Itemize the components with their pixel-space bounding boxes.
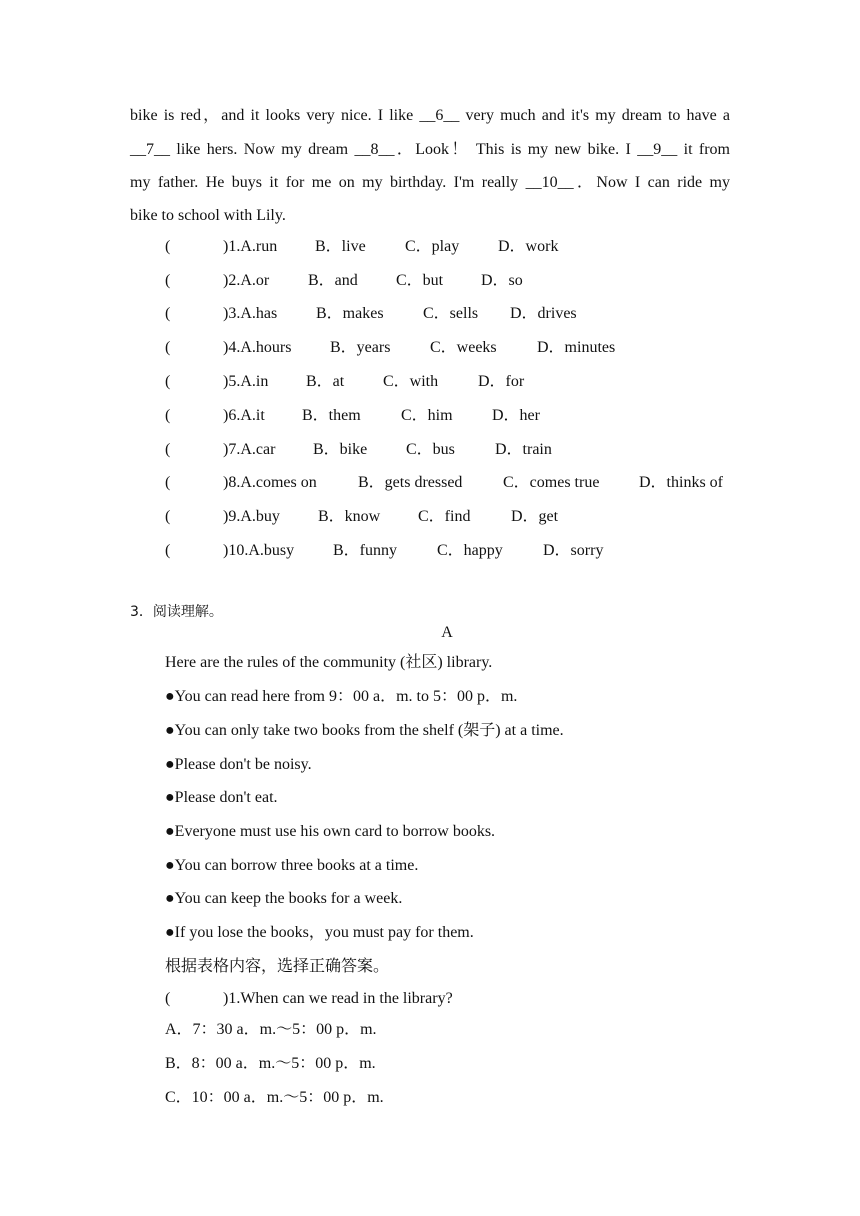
option-b: B．gets dressed bbox=[358, 474, 463, 491]
option-b: B．makes bbox=[316, 305, 384, 322]
passage-letter: A bbox=[441, 624, 453, 641]
cloze-question bbox=[165, 304, 577, 324]
option-b: B．and bbox=[308, 272, 358, 289]
cloze-question bbox=[165, 507, 558, 527]
option-a: )2.A.or bbox=[223, 272, 270, 289]
option-b: B．funny bbox=[333, 542, 398, 559]
rule-item: ●Please don't be noisy. bbox=[165, 756, 312, 773]
option-a: )10.A.busy bbox=[223, 542, 295, 559]
answer-option: B．8：00 a．m.～5：00 p．m. bbox=[165, 1055, 376, 1072]
rule-item: ●Please don't eat. bbox=[165, 789, 278, 806]
answer-bracket: ( bbox=[165, 474, 171, 491]
option-c: C．find bbox=[418, 508, 471, 525]
answer-bracket: ( bbox=[165, 305, 171, 322]
answer-bracket: ( bbox=[165, 339, 171, 356]
rule-item: ●Everyone must use his own card to borrow books. bbox=[165, 823, 496, 840]
option-a: )6.A.it bbox=[223, 407, 265, 424]
cloze-question bbox=[165, 338, 615, 358]
answer-bracket: ( bbox=[165, 407, 171, 424]
question-text: )1.When can we read in the library? bbox=[223, 990, 453, 1007]
option-d: D．thinks of bbox=[639, 474, 724, 491]
rule-item: ●You can read here from 9：00 a．m. to 5：00 p．m. bbox=[165, 688, 518, 705]
option-d: D．get bbox=[511, 508, 559, 525]
option-a: )5.A.in bbox=[223, 373, 269, 390]
option-c: C．bus bbox=[406, 441, 455, 458]
option-b: B．know bbox=[318, 508, 381, 525]
option-c: C．weeks bbox=[430, 339, 497, 356]
option-a: )8.A.comes on bbox=[223, 474, 317, 491]
rule-item: ●You can only take two books from the shelf (架子) at a time. bbox=[165, 722, 564, 739]
rule-item: ●You can borrow three books at a time. bbox=[165, 857, 419, 874]
rule-item: ●If you lose the books，you must pay for them. bbox=[165, 924, 474, 941]
option-b: B．live bbox=[315, 238, 366, 255]
cloze-question bbox=[165, 473, 723, 493]
option-a: )9.A.buy bbox=[223, 508, 280, 525]
option-b: B．at bbox=[306, 373, 345, 390]
answer-bracket: ( bbox=[165, 373, 171, 390]
answer-bracket: ( bbox=[165, 508, 171, 525]
option-d: D．her bbox=[492, 407, 540, 424]
option-b: B．bike bbox=[313, 441, 368, 458]
reading-question bbox=[165, 989, 453, 1009]
passage-line: bike is red，and it looks very nice. I like __6__ very much and it's my dream to have a bbox=[130, 107, 730, 124]
option-a: )1.A.run bbox=[223, 238, 278, 255]
option-d: D．so bbox=[481, 272, 523, 289]
section-heading: 3．阅读理解。 bbox=[130, 604, 223, 620]
answer-bracket: ( bbox=[165, 441, 171, 458]
answer-option: C．10：00 a．m.～5：00 p．m. bbox=[165, 1089, 384, 1106]
passage-line: my father. He buys it for me on my birthday. I'm really __10__．Now I can ride my bbox=[130, 174, 730, 191]
passage-line: __7__ like hers. Now my dream __8__．Look！ This is my new bike. I __9__ it from bbox=[130, 141, 731, 158]
passage-intro: Here are the rules of the community (社区) library. bbox=[165, 654, 493, 671]
option-d: D．for bbox=[478, 373, 525, 390]
passage-line: bike to school with Lily. bbox=[130, 207, 286, 224]
option-c: C．play bbox=[405, 238, 460, 255]
answer-bracket: ( bbox=[165, 990, 171, 1007]
option-c: C．comes true bbox=[503, 474, 600, 491]
option-b: B．years bbox=[330, 339, 391, 356]
answer-bracket: ( bbox=[165, 272, 171, 289]
answer-bracket: ( bbox=[165, 542, 171, 559]
option-a: )7.A.car bbox=[223, 441, 276, 458]
cloze-question bbox=[165, 440, 552, 460]
answer-bracket: ( bbox=[165, 238, 171, 255]
option-c: C．happy bbox=[437, 542, 503, 559]
option-c: C．but bbox=[396, 272, 444, 289]
option-d: D．drives bbox=[510, 305, 577, 322]
cloze-question bbox=[165, 271, 523, 291]
cloze-question bbox=[165, 541, 603, 561]
instruction: 根据表格内容，选择正确答案。 bbox=[165, 958, 390, 975]
option-b: B．them bbox=[302, 407, 361, 424]
option-c: C．with bbox=[383, 373, 439, 390]
option-a: )4.A.hours bbox=[223, 339, 292, 356]
cloze-question bbox=[165, 372, 524, 392]
answer-option: A．7：30 a．m.～5：00 p．m. bbox=[165, 1021, 377, 1038]
rule-item: ●You can keep the books for a week. bbox=[165, 890, 403, 907]
cloze-question bbox=[165, 406, 540, 426]
option-c: C．sells bbox=[423, 305, 479, 322]
option-c: C．him bbox=[401, 407, 453, 424]
option-d: D．sorry bbox=[543, 542, 604, 559]
cloze-question bbox=[165, 237, 558, 257]
option-d: D．minutes bbox=[537, 339, 616, 356]
option-d: D．work bbox=[498, 238, 559, 255]
option-d: D．train bbox=[495, 441, 552, 458]
option-a: )3.A.has bbox=[223, 305, 278, 322]
